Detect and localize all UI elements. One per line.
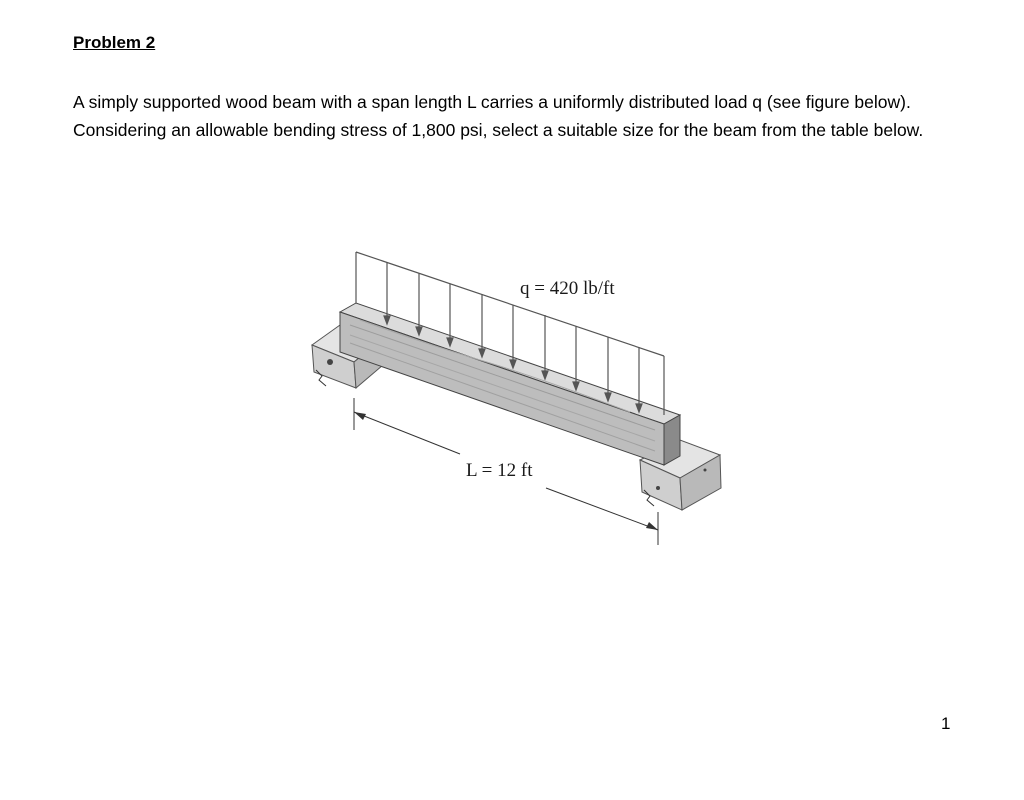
wood-beam <box>340 303 680 465</box>
page-number: 1 <box>941 714 951 733</box>
load-label: q = 420 lb/ft <box>520 278 615 299</box>
problem-statement: A simply supported wood beam with a span length L carries a uniformly distributed load q (see figure below). Considering an allowable bending stress of 1,800 psi, select a suitable size for the beam from the table below. <box>73 92 924 140</box>
span-label: L = 12 ft <box>466 460 533 481</box>
problem-title: Problem 2 <box>73 33 156 52</box>
